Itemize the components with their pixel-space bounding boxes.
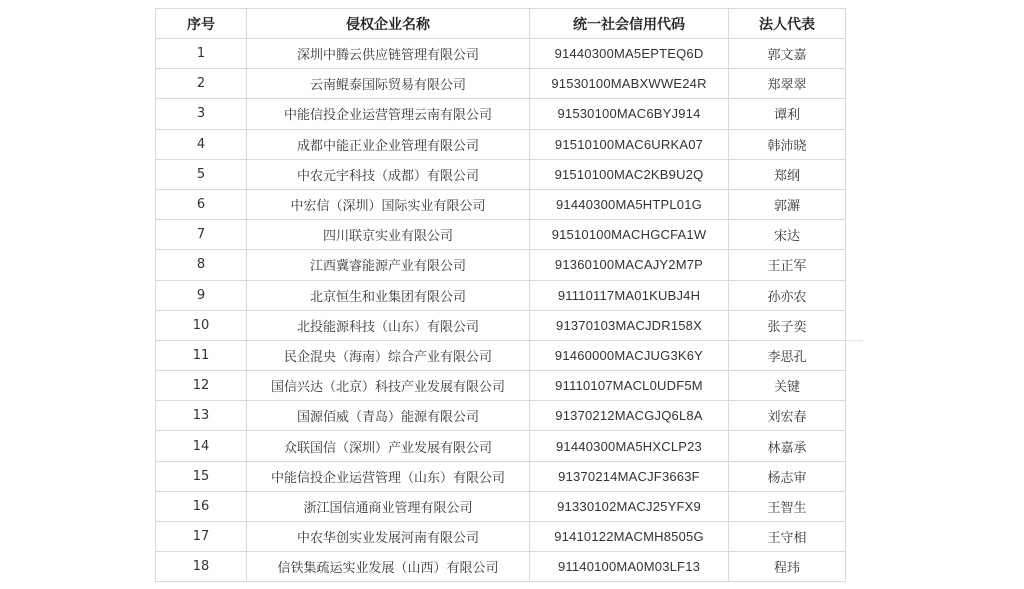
cell-index: 3	[156, 99, 247, 129]
cell-company-name: 江西冀睿能源产业有限公司	[247, 250, 530, 280]
table-row	[156, 189, 846, 219]
cell-legal-representative: 关键	[729, 371, 846, 401]
cell-company-name: 北京恒生和业集团有限公司	[247, 280, 530, 310]
cell-company-name: 中能信投企业运营管理（山东）有限公司	[247, 461, 530, 491]
cell-credit-code: 91530100MABXWWE24R	[530, 69, 729, 99]
infringing-companies-table	[155, 8, 846, 582]
cell-company-name: 云南鲲泰国际贸易有限公司	[247, 69, 530, 99]
cell-index: 6	[156, 189, 247, 219]
cell-index: 13	[156, 401, 247, 431]
cell-index: 11	[156, 340, 247, 370]
infringing-companies-table-wrapper	[155, 8, 845, 582]
cell-legal-representative: 郑翠翠	[729, 69, 846, 99]
cell-index: 5	[156, 159, 247, 189]
header-credit-code: 统一社会信用代码	[530, 9, 729, 39]
table-row	[156, 220, 846, 250]
header-index: 序号	[156, 9, 247, 39]
cell-company-name: 信铁集疏运实业发展（山西）有限公司	[247, 552, 530, 582]
header-legal-representative: 法人代表	[729, 9, 846, 39]
table-row	[156, 491, 846, 521]
cell-legal-representative: 王守相	[729, 522, 846, 552]
cell-company-name: 国信兴达（北京）科技产业发展有限公司	[247, 371, 530, 401]
table-header	[156, 9, 846, 39]
cell-credit-code: 91510100MACHGCFA1W	[530, 220, 729, 250]
cell-credit-code: 91440300MA5HXCLP23	[530, 431, 729, 461]
table-row	[156, 39, 846, 69]
table-row	[156, 552, 846, 582]
cell-credit-code: 91370214MACJF3663F	[530, 461, 729, 491]
cell-credit-code: 91440300MA5EPTEQ6D	[530, 39, 729, 69]
table-row	[156, 431, 846, 461]
cell-legal-representative: 刘宏春	[729, 401, 846, 431]
cell-legal-representative: 程玮	[729, 552, 846, 582]
table-row	[156, 340, 846, 370]
cell-legal-representative: 郭澥	[729, 189, 846, 219]
cell-index: 12	[156, 371, 247, 401]
cell-index: 9	[156, 280, 247, 310]
cell-index: 2	[156, 69, 247, 99]
cell-index: 16	[156, 491, 247, 521]
table-row	[156, 461, 846, 491]
cell-legal-representative: 张子奕	[729, 310, 846, 340]
cell-index: 8	[156, 250, 247, 280]
cell-company-name: 四川联京实业有限公司	[247, 220, 530, 250]
cell-index: 10	[156, 310, 247, 340]
cell-index: 15	[156, 461, 247, 491]
cell-legal-representative: 王智生	[729, 491, 846, 521]
cell-company-name: 深圳中腾云供应链管理有限公司	[247, 39, 530, 69]
cell-legal-representative: 韩沛晓	[729, 129, 846, 159]
cell-company-name: 中宏信（深圳）国际实业有限公司	[247, 189, 530, 219]
cell-credit-code: 91440300MA5HTPL01G	[530, 189, 729, 219]
cell-legal-representative: 李思孔	[729, 340, 846, 370]
cell-credit-code: 91110117MA01KUBJ4H	[530, 280, 729, 310]
cell-credit-code: 91140100MA0M03LF13	[530, 552, 729, 582]
table-row	[156, 522, 846, 552]
cell-credit-code: 91410122MACMH8505G	[530, 522, 729, 552]
cell-index: 17	[156, 522, 247, 552]
divider	[845, 340, 863, 341]
table-row	[156, 250, 846, 280]
table-row	[156, 280, 846, 310]
header-row	[156, 9, 846, 39]
cell-credit-code: 91360100MACAJY2M7P	[530, 250, 729, 280]
cell-index: 14	[156, 431, 247, 461]
cell-credit-code: 91530100MAC6BYJ914	[530, 99, 729, 129]
cell-credit-code: 91370103MACJDR158X	[530, 310, 729, 340]
cell-company-name: 民企混央（海南）综合产业有限公司	[247, 340, 530, 370]
cell-index: 7	[156, 220, 247, 250]
cell-company-name: 成都中能正业企业管理有限公司	[247, 129, 530, 159]
cell-legal-representative: 郭文嘉	[729, 39, 846, 69]
cell-credit-code: 91510100MAC6URKA07	[530, 129, 729, 159]
table-row	[156, 310, 846, 340]
table-row	[156, 401, 846, 431]
cell-legal-representative: 王正军	[729, 250, 846, 280]
table-row	[156, 99, 846, 129]
cell-company-name: 北投能源科技（山东）有限公司	[247, 310, 530, 340]
cell-index: 18	[156, 552, 247, 582]
cell-company-name: 中能信投企业运营管理云南有限公司	[247, 99, 530, 129]
table-row	[156, 129, 846, 159]
cell-credit-code: 91510100MAC2KB9U2Q	[530, 159, 729, 189]
cell-credit-code: 91370212MACGJQ6L8A	[530, 401, 729, 431]
cell-company-name: 中农华创实业发展河南有限公司	[247, 522, 530, 552]
cell-credit-code: 91460000MACJUG3K6Y	[530, 340, 729, 370]
table-body	[156, 39, 846, 582]
cell-company-name: 浙江国信通商业管理有限公司	[247, 491, 530, 521]
cell-legal-representative: 杨志审	[729, 461, 846, 491]
cell-legal-representative: 林嘉承	[729, 431, 846, 461]
cell-credit-code: 91110107MACL0UDF5M	[530, 371, 729, 401]
cell-index: 1	[156, 39, 247, 69]
cell-company-name: 众联国信（深圳）产业发展有限公司	[247, 431, 530, 461]
cell-legal-representative: 谭利	[729, 99, 846, 129]
cell-credit-code: 91330102MACJ25YFX9	[530, 491, 729, 521]
table-row	[156, 69, 846, 99]
cell-legal-representative: 孙亦农	[729, 280, 846, 310]
cell-legal-representative: 郑纲	[729, 159, 846, 189]
cell-legal-representative: 宋达	[729, 220, 846, 250]
cell-company-name: 中农元宇科技（成都）有限公司	[247, 159, 530, 189]
table-row	[156, 159, 846, 189]
cell-company-name: 国源佰威（青岛）能源有限公司	[247, 401, 530, 431]
cell-index: 4	[156, 129, 247, 159]
header-company-name: 侵权企业名称	[247, 9, 530, 39]
table-row	[156, 371, 846, 401]
